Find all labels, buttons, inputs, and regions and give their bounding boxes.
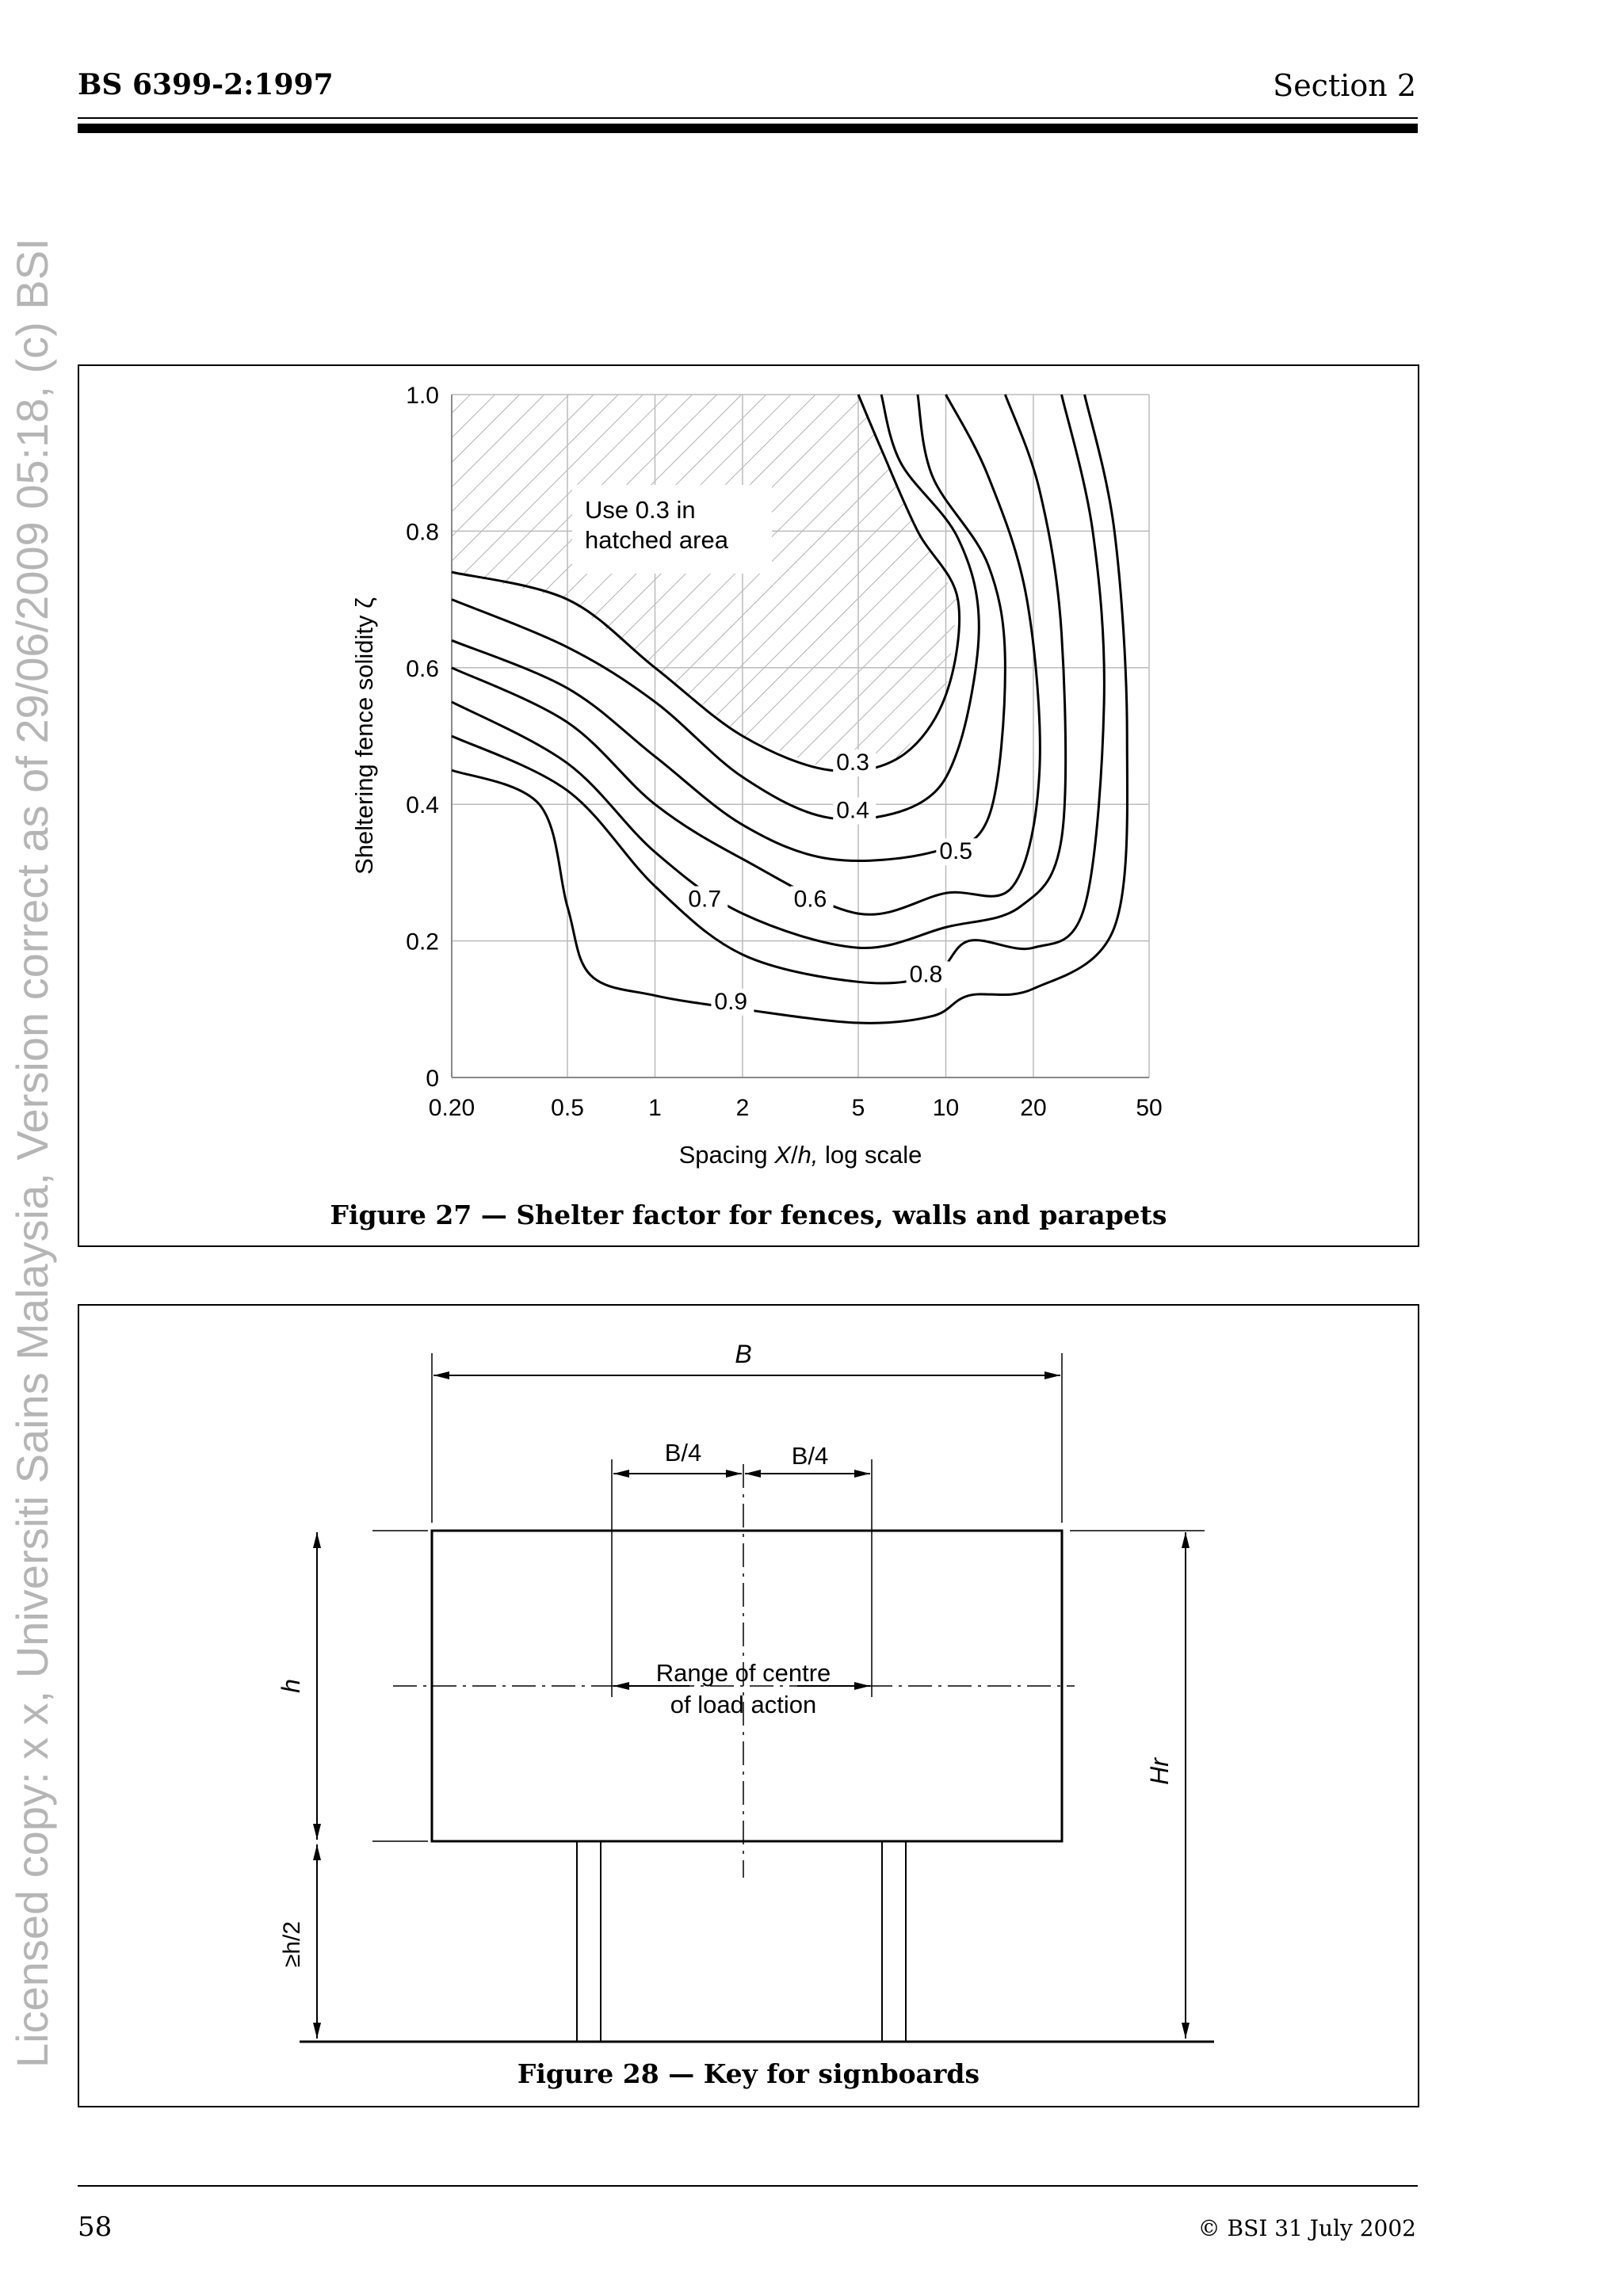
- footer-rule: [78, 2185, 1418, 2187]
- series-label-0-3: 0.3: [836, 749, 869, 776]
- document-reference: BS 6399-2:1997: [78, 68, 334, 101]
- range-label-line2: of load action: [670, 1691, 817, 1718]
- y-tick-label: 0.4: [406, 792, 439, 819]
- series-label-0-7: 0.7: [688, 886, 722, 913]
- y-tick-label: 0.8: [406, 519, 439, 546]
- header-rule-thin: [78, 117, 1418, 119]
- label-b4-left: B/4: [664, 1439, 702, 1466]
- range-label-line1: Range of centre: [655, 1659, 831, 1687]
- figure-28-caption: Figure 28 — Key for signboards: [517, 2058, 980, 2089]
- hatched-note-line1: Use 0.3 in: [585, 496, 696, 524]
- y-axis-label: Sheltering fence solidity ζ: [350, 597, 378, 875]
- copyright-notice: © BSI 31 July 2002: [1197, 2215, 1416, 2241]
- hatched-note-line2: hatched area: [585, 526, 728, 554]
- x-axis-label: Spacing X/h, log scale: [678, 1141, 922, 1169]
- chart-labels: [685, 749, 979, 1016]
- shelter-factor-chart: [79, 366, 1418, 1190]
- x-tick-label: 0.5: [551, 1095, 584, 1121]
- label-h: h: [277, 1679, 305, 1693]
- figure-28: [78, 1304, 1419, 2107]
- series-label-0-6: 0.6: [793, 886, 827, 913]
- license-watermark: Licensed copy: x x, Universiti Sains Malaysia, Version correct as of 29/06/2009 05:18, (c) BSI: [7, 238, 57, 2068]
- series-label-0-5: 0.5: [939, 838, 973, 865]
- x-tick-label: 1: [648, 1095, 662, 1121]
- x-tick-label: 2: [735, 1095, 750, 1121]
- x-tick-label: 50: [1136, 1095, 1163, 1121]
- y-tick-label: 1.0: [406, 383, 439, 409]
- header-rule-thick: [78, 124, 1418, 133]
- y-tick-label: 0.2: [406, 929, 439, 955]
- signboard-key-diagram: [79, 1306, 1418, 2050]
- label-h2: ≥h/2: [279, 1920, 305, 1968]
- y-tick-label: 0: [426, 1066, 439, 1092]
- x-tick-label: 20: [1020, 1095, 1047, 1121]
- x-tick-label: 5: [851, 1095, 865, 1121]
- section-label: Section 2: [1273, 68, 1416, 103]
- x-tick-label: 10: [932, 1095, 960, 1121]
- label-hr: Hr: [1145, 1758, 1174, 1785]
- page-number: 58: [78, 2211, 113, 2243]
- series-label-0-8: 0.8: [909, 961, 943, 988]
- figure-27-caption: Figure 27 — Shelter factor for fences, walls and parapets: [330, 1199, 1167, 1230]
- label-b4-right: B/4: [791, 1442, 829, 1470]
- series-label-0-9: 0.9: [714, 988, 748, 1015]
- x-tick-label: 0.20: [428, 1095, 475, 1121]
- label-b: B: [735, 1340, 752, 1368]
- series-label-0-4: 0.4: [836, 797, 869, 824]
- y-tick-label: 0.6: [406, 655, 439, 682]
- figure-27: [78, 364, 1419, 1247]
